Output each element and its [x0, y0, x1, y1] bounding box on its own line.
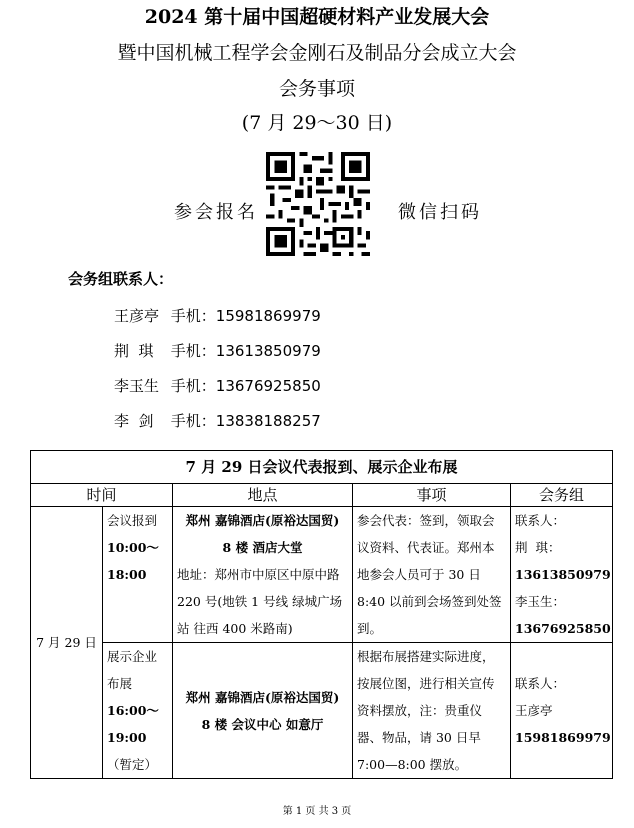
contact-label: 联系人：	[515, 676, 566, 691]
contact-phone[interactable]: 13838188257	[215, 412, 321, 430]
contact-phone[interactable]: 13613850979	[215, 342, 321, 360]
title-line-3: 会务事项	[278, 78, 355, 100]
header-time: 时间	[31, 484, 173, 507]
venue-address: 地址：郑州市中原区中原中路 220 号(地铁 1 号线 绿城广场站 往西 400 米路南)	[177, 567, 343, 636]
contact-phone-label: 手机：	[170, 307, 216, 325]
qr-code-icon[interactable]	[266, 152, 370, 256]
place-cell	[173, 643, 353, 779]
contact-name: 李玉生：	[515, 594, 566, 609]
contact-phone[interactable]: 13676925850	[215, 377, 321, 395]
contact-phone-label: 手机：	[170, 342, 216, 360]
contact-label: 联系人：	[515, 513, 566, 528]
contact-name: 荆 琪：	[515, 540, 561, 555]
qr-left-label: 参会报名	[174, 202, 258, 223]
contact-phone[interactable]: 13613850979	[515, 567, 611, 582]
contact-phone-label: 手机：	[170, 377, 216, 395]
table-caption: 7 月 29 日会议代表报到、展示企业布展	[31, 451, 613, 484]
qr-section	[0, 152, 634, 258]
table-row	[31, 507, 613, 643]
contact-phone[interactable]: 13676925850	[515, 621, 611, 636]
time-label: 展示企业布展	[107, 649, 158, 691]
time-note: （暂定）	[107, 757, 158, 772]
title-line-1: 2024 第十届中国超硬材料产业发展大会	[144, 6, 490, 28]
contact-row	[114, 410, 321, 431]
time-cell	[103, 507, 173, 643]
contact-row	[114, 375, 321, 396]
group-cell	[511, 643, 613, 779]
header-matter: 事项	[353, 484, 511, 507]
venue-line-2: 8 楼 会议中心 如意厅	[201, 716, 324, 732]
contact-phone[interactable]: 15981869979	[515, 730, 611, 745]
time-label: 会议报到	[107, 513, 158, 528]
contact-phone[interactable]: 15981869979	[215, 307, 321, 325]
table-row	[31, 643, 613, 779]
venue-line-1: 郑州 嘉锦酒店(原裕达国贸)	[185, 689, 340, 705]
date-cell: 7 月 29 日	[31, 507, 103, 779]
contacts-heading: 会务组联系人：	[68, 270, 174, 288]
contact-name: 王彦亭	[515, 703, 553, 718]
contact-name: 荆 琪	[114, 342, 154, 360]
title-line-2: 暨中国机械工程学会金刚石及制品分会成立大会	[117, 42, 517, 64]
group-cell	[511, 507, 613, 643]
header-group: 会务组	[511, 484, 613, 507]
contact-name: 李 剑	[114, 412, 154, 430]
matter-cell: 根据布展搭建实际进度，按展位图，进行相关宣传资料摆放，注：贵重仪器、物品，请 30 日早 7:00—8:00 摆放。	[353, 643, 511, 779]
qr-right-label: 微信扫码	[398, 202, 482, 223]
time-range: 10:00～18:00	[107, 540, 159, 582]
time-cell	[103, 643, 173, 779]
matter-cell: 参会代表：签到，领取会议资料、代表证。郑州本地参会人员可于 30 日 8:40 以前到会场签到处签到。	[353, 507, 511, 643]
contact-name: 王彦亭	[114, 307, 160, 325]
page-footer: 第 1 页 共 3 页	[282, 806, 352, 817]
title-dates: (7 月 29～30 日)	[241, 112, 393, 134]
place-cell	[173, 507, 353, 643]
contact-name: 李玉生	[114, 377, 160, 395]
venue-line-2: 8 楼 酒店大堂	[222, 540, 303, 555]
schedule-table	[30, 450, 613, 779]
contact-row	[114, 340, 321, 361]
header-place: 地点	[173, 484, 353, 507]
contact-row	[114, 305, 321, 326]
venue-line-1: 郑州 嘉锦酒店(原裕达国贸)	[185, 513, 340, 528]
contact-phone-label: 手机：	[170, 412, 216, 430]
time-range: 16:00～19:00	[107, 703, 159, 745]
